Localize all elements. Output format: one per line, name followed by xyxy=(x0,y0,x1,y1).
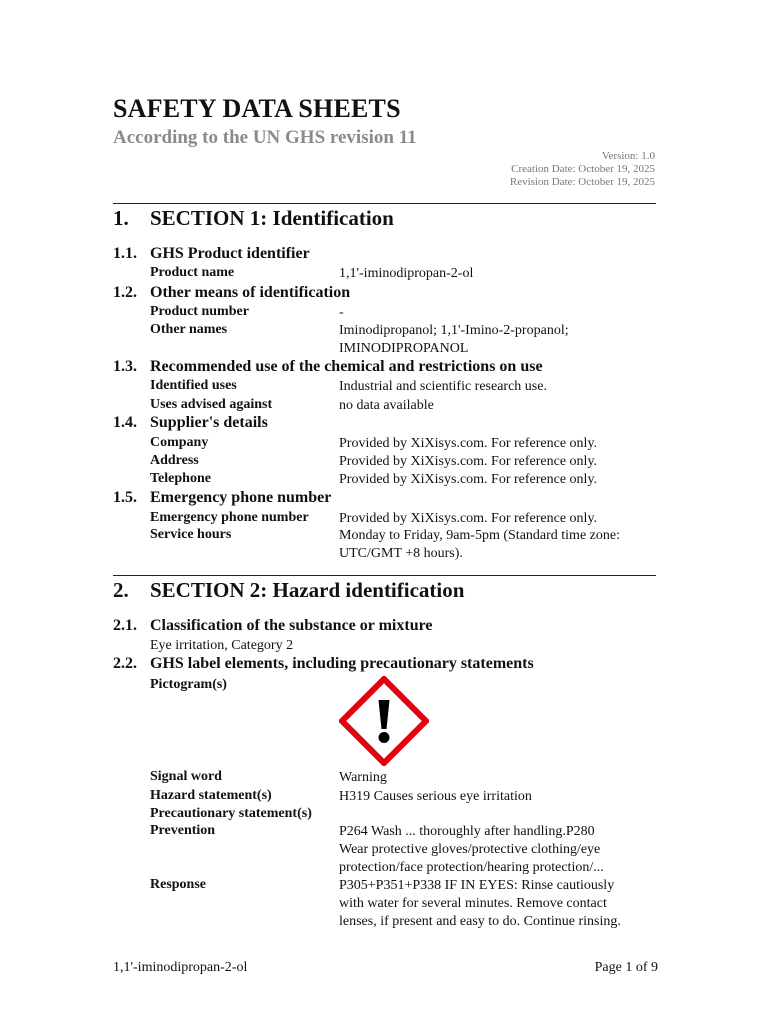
product-name-value: 1,1'-iminodipropan-2-ol xyxy=(339,266,474,281)
subsection-1-1-title: GHS Product identifier xyxy=(150,245,310,262)
subsection-1-1-number: 1.1. xyxy=(113,245,137,262)
classification-text: Eye irritation, Category 2 xyxy=(150,638,294,653)
section-2-divider xyxy=(113,575,656,576)
subsection-2-1-title: Classification of the substance or mixture xyxy=(150,617,433,634)
exclamation-mark-diamond-icon xyxy=(339,676,429,766)
uses-advised-against-value: no data available xyxy=(339,398,434,413)
footer-product-name: 1,1'-iminodipropan-2-ol xyxy=(113,960,248,975)
prevention-value-line-3: protection/face protection/hearing protection/... xyxy=(339,860,604,875)
telephone-label: Telephone xyxy=(150,471,211,486)
subsection-1-4-title: Supplier's details xyxy=(150,414,268,431)
section-1-number: 1. xyxy=(113,206,129,230)
subsection-2-1-number: 2.1. xyxy=(113,617,137,634)
creation-date-text: Creation Date: October 19, 2025 xyxy=(511,163,655,175)
response-value-line-3: lenses, if present and easy to do. Continue rinsing. xyxy=(339,914,621,929)
section-2-number: 2. xyxy=(113,578,129,602)
identified-uses-value: Industrial and scientific research use. xyxy=(339,379,547,394)
version-text: Version: 1.0 xyxy=(601,150,655,162)
subsection-2-2-title: GHS label elements, including precautionary statements xyxy=(150,655,534,672)
subsection-1-2-number: 1.2. xyxy=(113,284,137,301)
service-hours-value-line-2: UTC/GMT +8 hours). xyxy=(339,546,463,561)
emergency-phone-value: Provided by XiXisys.com. For reference only. xyxy=(339,511,598,526)
prevention-value-line-1: P264 Wash ... thoroughly after handling.P280 xyxy=(339,824,595,839)
address-value: Provided by XiXisys.com. For reference only. xyxy=(339,454,598,469)
identified-uses-label: Identified uses xyxy=(150,378,237,393)
address-label: Address xyxy=(150,453,199,468)
revision-date-text: Revision Date: October 19, 2025 xyxy=(509,176,655,188)
subsection-2-2-number: 2.2. xyxy=(113,655,137,672)
pictogram-label: Pictogram(s) xyxy=(150,677,227,692)
hazard-statement-value: H319 Causes serious eye irritation xyxy=(339,789,532,804)
subsection-1-2-title: Other means of identification xyxy=(150,284,351,301)
response-value-line-2: with water for several minutes. Remove contact xyxy=(339,896,607,911)
document-subtitle: According to the UN GHS revision 11 xyxy=(113,127,417,148)
signal-word-value: Warning xyxy=(339,770,387,785)
subsection-1-5-title: Emergency phone number xyxy=(150,489,332,506)
product-name-label: Product name xyxy=(150,265,235,280)
hazard-statement-label: Hazard statement(s) xyxy=(150,788,272,803)
other-names-value-line-1: Iminodipropanol; 1,1'-Imino-2-propanol; xyxy=(339,323,569,338)
uses-advised-against-label: Uses advised against xyxy=(150,397,273,412)
response-value-line-1: P305+P351+P338 IF IN EYES: Rinse cautiously xyxy=(339,878,615,893)
header-divider xyxy=(113,203,656,204)
footer-page-number: Page 1 of 9 xyxy=(594,960,658,975)
signal-word-label: Signal word xyxy=(150,769,222,784)
section-1-title: SECTION 1: Identification xyxy=(150,206,394,230)
other-names-label: Other names xyxy=(150,322,228,337)
emergency-phone-label: Emergency phone number xyxy=(150,510,309,525)
subsection-1-3-number: 1.3. xyxy=(113,358,137,375)
subsection-1-5-number: 1.5. xyxy=(113,489,137,506)
company-value: Provided by XiXisys.com. For reference only. xyxy=(339,436,598,451)
prevention-label: Prevention xyxy=(150,823,216,838)
product-number-label: Product number xyxy=(150,304,249,319)
subsection-1-4-number: 1.4. xyxy=(113,414,137,431)
service-hours-label: Service hours xyxy=(150,527,232,542)
prevention-value-line-2: Wear protective gloves/protective clothing/eye xyxy=(339,842,601,857)
precautionary-statement-label: Precautionary statement(s) xyxy=(150,806,312,821)
response-label: Response xyxy=(150,877,207,892)
section-2-title: SECTION 2: Hazard identification xyxy=(150,578,465,602)
other-names-value-line-2: IMINODIPROPANOL xyxy=(339,341,469,356)
service-hours-value-line-1: Monday to Friday, 9am-5pm (Standard time zone: xyxy=(339,528,620,543)
document-title: SAFETY DATA SHEETS xyxy=(113,94,401,123)
company-label: Company xyxy=(150,435,209,450)
product-number-value: - xyxy=(339,305,344,320)
subsection-1-3-title: Recommended use of the chemical and restrictions on use xyxy=(150,358,543,375)
telephone-value: Provided by XiXisys.com. For reference only. xyxy=(339,472,598,487)
